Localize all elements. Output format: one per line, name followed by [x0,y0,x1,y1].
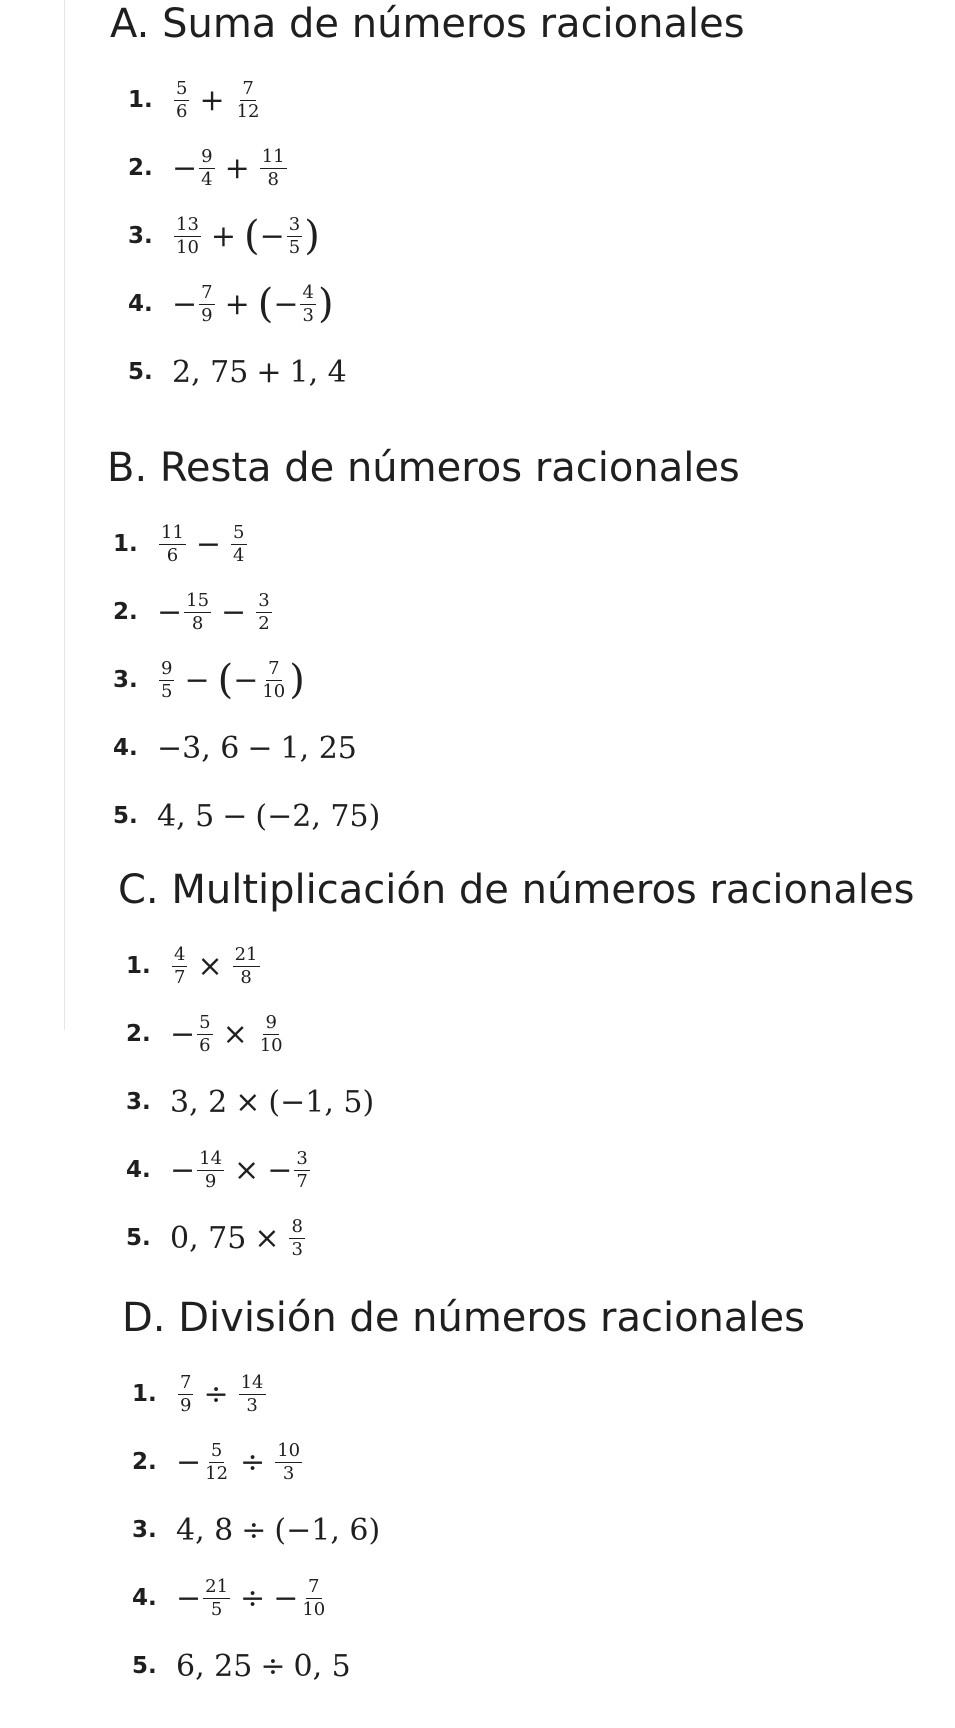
exercise-number: 3. [128,223,153,249]
fraction [184,591,211,634]
exercise-item [128,338,745,406]
math-expression [157,523,249,566]
fraction [174,215,201,258]
operator: ÷ [203,1376,229,1412]
operator: − [195,526,222,562]
exercise-item [132,1496,805,1564]
math-expression [176,1441,304,1484]
exercise-list [126,932,914,1272]
fraction-denominator: 3 [291,1238,303,1260]
fraction [300,283,315,326]
fraction [294,1149,309,1192]
fraction-numerator: 14 [199,1147,223,1169]
fraction [172,945,187,988]
math-term: − [273,1580,299,1616]
fraction-denominator: 10 [176,236,199,258]
fraction [203,1441,230,1484]
exercise-item [113,714,740,782]
exercise-item [132,1632,805,1700]
exercise-item [113,646,740,714]
fraction [239,1373,266,1416]
fraction-numerator: 7 [268,657,280,679]
exercise-number: 1. [128,87,153,113]
fraction-denominator: 5 [288,236,301,258]
math-expression [176,1373,268,1416]
fraction-numerator: 10 [277,1439,301,1461]
math-term: 4, 5 [157,798,215,834]
fraction [300,1577,327,1620]
math-term: 1, 25 [280,730,357,766]
operator: + [256,354,282,390]
math-term: − [233,662,259,698]
fraction-numerator: 7 [242,77,254,99]
exercise-item [128,66,745,134]
math-expression [157,799,380,834]
section-multiplicacion [118,866,914,1272]
math-expression [170,1217,307,1260]
exercise-item [132,1360,805,1428]
exercise-number: 4. [113,735,138,761]
operator: + [224,150,250,186]
fraction-numerator: 4 [302,281,314,303]
fraction [260,147,287,190]
exercise-list [132,1360,805,1700]
math-expression [170,945,262,988]
exercise-item [126,932,914,1000]
fraction-numerator: 11 [261,145,285,167]
math-expression [176,1513,380,1548]
fraction [199,147,214,190]
exercise-number: 2. [126,1021,151,1047]
fraction [174,79,189,122]
operator: ÷ [240,1444,266,1480]
fraction-numerator: 4 [174,943,186,965]
exercise-item [128,134,745,202]
math-expression [172,79,264,122]
fraction [178,1373,193,1416]
exercise-number: 1. [132,1381,157,1407]
fraction [258,1013,285,1056]
exercise-number: 4. [132,1585,157,1611]
exercise-number: 3. [132,1517,157,1543]
math-term: − [259,218,285,254]
fraction-numerator: 11 [161,521,184,543]
fraction-denominator: 5 [161,680,173,702]
math-expression [176,1577,329,1620]
fraction-denominator: 12 [236,100,260,122]
exercise-item [126,1136,914,1204]
fraction-denominator: 3 [302,304,314,326]
fraction-numerator: 21 [234,943,258,965]
exercise-item [113,510,740,578]
fraction-denominator: 9 [180,1394,192,1416]
fraction-numerator: 3 [258,589,270,611]
operator: × [197,948,223,984]
fraction-denominator: 10 [259,1034,283,1056]
operator: + [210,218,237,254]
exercise-item [128,202,745,270]
exercise-number: 5. [113,803,138,829]
parenthesis: ) [289,657,305,703]
fraction [233,945,260,988]
fraction-denominator: 6 [166,544,179,566]
exercise-item [113,782,740,850]
fraction-denominator: 6 [176,100,188,122]
math-term: 0, 75 [170,1220,247,1256]
fraction [275,1441,302,1484]
operator: − [184,662,210,698]
math-term: − [172,286,198,322]
fraction-denominator: 12 [205,1462,229,1484]
math-expression [170,1013,287,1056]
parenthesis: ( [257,281,274,327]
fraction [197,1149,224,1192]
math-expression [170,1085,374,1120]
exercise-list [113,510,740,850]
math-expression [172,147,289,190]
exercise-number: 2. [128,155,153,181]
parenthesis: ( [244,213,260,259]
exercise-number: 4. [128,291,153,317]
math-term: (−1, 6) [274,1512,381,1548]
math-expression [172,215,320,258]
fraction-denominator: 4 [201,168,213,190]
fraction-numerator: 5 [199,1011,211,1033]
section-title: D. División de números racionales [122,1295,805,1341]
fraction-numerator: 8 [291,1215,303,1237]
exercise-item [128,270,745,338]
math-term: 4, 8 [176,1512,234,1548]
fraction-numerator: 5 [210,1439,223,1461]
operator: × [222,1016,248,1052]
fraction [199,283,214,326]
math-term: − [157,594,183,630]
operator: − [247,730,273,766]
operator: × [235,1084,261,1120]
fraction-numerator: 14 [240,1371,264,1393]
fraction-denominator: 9 [201,304,213,326]
section-title: C. Multiplicación de números racionales [118,867,915,913]
math-term: − [172,150,198,186]
fraction-denominator: 7 [296,1170,308,1192]
math-term: − [176,1580,202,1616]
math-term: (−2, 75) [255,798,381,834]
math-term: − [170,1152,196,1188]
fraction-denominator: 8 [240,966,252,988]
math-term: − [176,1444,202,1480]
operator: × [234,1152,260,1188]
fraction-numerator: 7 [180,1371,192,1393]
fraction-numerator: 9 [201,145,213,167]
math-term: 3, 2 [170,1084,228,1120]
section-title: B. Resta de números racionales [107,445,740,491]
operator: + [199,82,225,118]
fraction-denominator: 8 [267,168,279,190]
fraction-numerator: 13 [176,213,199,235]
exercise-number: 5. [126,1225,151,1251]
math-expression [157,731,357,766]
math-term: − [273,286,299,322]
section-division [122,1294,805,1700]
fraction [256,591,271,634]
fraction-numerator: 3 [296,1147,308,1169]
section-suma [110,0,745,406]
exercise-number: 1. [126,953,151,979]
fraction [159,523,186,566]
math-expression [172,355,347,390]
exercise-item [126,1204,914,1272]
fraction [289,1217,304,1260]
fraction [197,1013,212,1056]
fraction-denominator: 2 [258,612,270,634]
exercise-list [128,66,745,406]
operator: + [224,286,250,322]
operator: ÷ [240,1580,266,1616]
fraction-denominator: 10 [302,1598,326,1620]
section-title: A. Suma de números racionales [110,1,745,47]
exercise-item [132,1428,805,1496]
math-expression [170,1149,312,1192]
exercise-item [113,578,740,646]
fraction-numerator: 15 [186,589,210,611]
math-expression [176,1649,351,1684]
fraction-numerator: 7 [201,281,213,303]
fraction [287,215,302,258]
fraction-denominator: 7 [174,966,186,988]
exercise-number: 4. [126,1157,151,1183]
parenthesis: ) [304,213,320,259]
math-term: 2, 75 [172,354,249,390]
math-term: 0, 5 [293,1648,351,1684]
fraction-denominator: 9 [204,1170,217,1192]
fraction-denominator: 6 [199,1034,211,1056]
parenthesis: ( [217,657,234,703]
fraction-numerator: 7 [308,1575,320,1597]
exercise-number: 5. [128,359,153,385]
exercise-item [126,1068,914,1136]
exercise-number: 3. [113,667,138,693]
fraction [159,659,174,702]
operator: − [222,798,248,834]
fraction-denominator: 10 [262,680,286,702]
fraction-numerator: 5 [176,77,188,99]
exercise-number: 2. [113,599,138,625]
math-term: − [267,1152,293,1188]
exercise-item [132,1564,805,1632]
fraction-numerator: 3 [288,213,301,235]
fraction-denominator: 3 [246,1394,258,1416]
fraction-denominator: 4 [233,544,245,566]
math-term: (−1, 5) [268,1084,375,1120]
fraction-denominator: 5 [210,1598,223,1620]
math-term: 6, 25 [176,1648,253,1684]
exercise-number: 3. [126,1089,151,1115]
exercise-number: 1. [113,531,138,557]
fraction-denominator: 3 [282,1462,295,1484]
operator: ÷ [260,1648,286,1684]
fraction-numerator: 9 [161,657,173,679]
exercise-item [126,1000,914,1068]
exercise-number: 2. [132,1449,157,1475]
math-term: −3, 6 [157,730,240,766]
math-expression [157,591,274,634]
math-term: 1, 4 [289,354,347,390]
fraction-denominator: 8 [191,612,204,634]
fraction-numerator: 5 [233,521,245,543]
fraction [203,1577,230,1620]
math-expression [172,283,334,326]
operator: − [221,594,247,630]
fraction-numerator: 21 [205,1575,229,1597]
math-expression [157,659,305,702]
exercise-number: 5. [132,1653,157,1679]
operator: ÷ [241,1512,267,1548]
fraction [260,659,287,702]
left-border-line [64,0,65,1030]
fraction [231,523,246,566]
section-resta [107,444,740,850]
fraction-numerator: 9 [265,1011,277,1033]
parenthesis: ) [317,281,334,327]
operator: × [254,1220,280,1256]
fraction [235,79,262,122]
math-term: − [170,1016,196,1052]
